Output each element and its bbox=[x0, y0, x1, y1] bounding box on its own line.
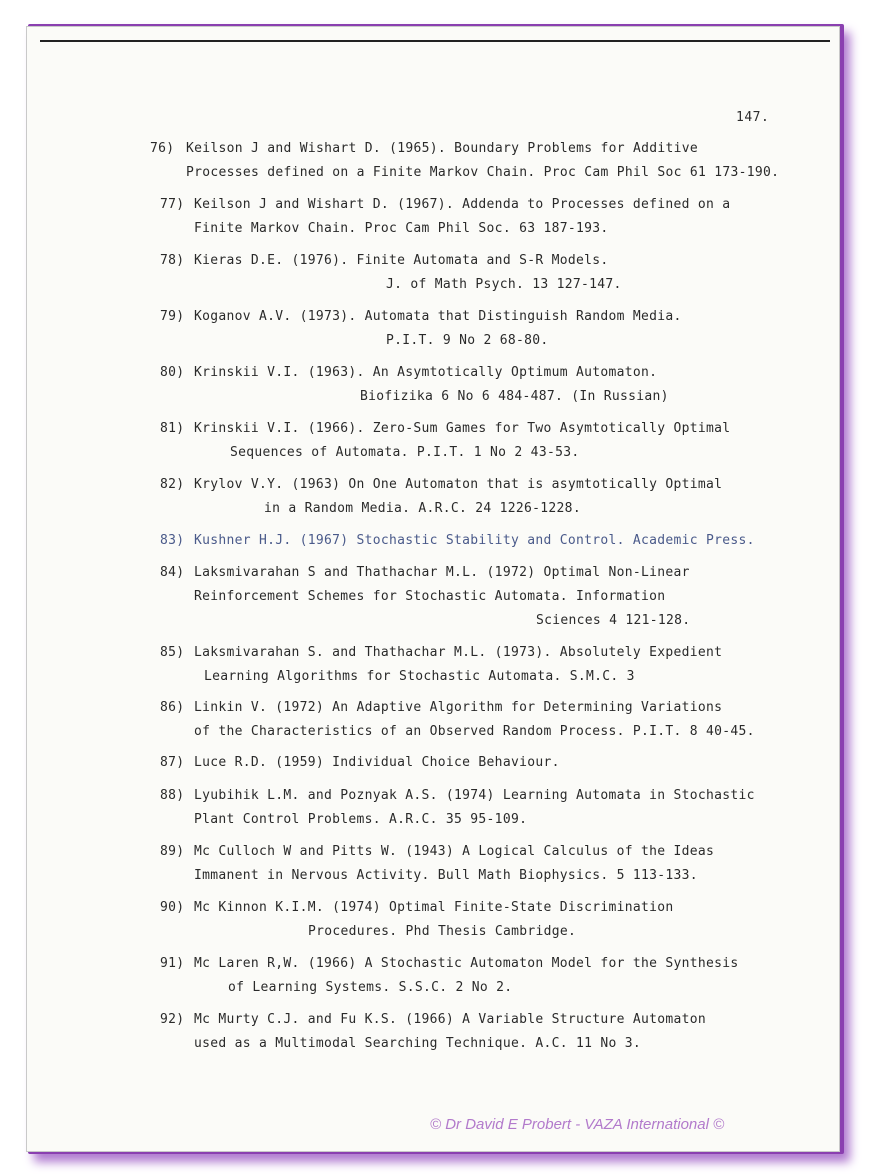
reference-number: 86) bbox=[160, 700, 185, 715]
reference-number: 78) bbox=[160, 253, 185, 268]
reference-number: 79) bbox=[160, 309, 185, 324]
reference-line: of the Characteristics of an Observed Random Process. P.I.T. 8 40-45. bbox=[194, 724, 755, 739]
reference-line: Laksmivarahan S. and Thathachar M.L. (1973). Absolutely Expedient bbox=[194, 645, 723, 660]
reference-line: Mc Culloch W and Pitts W. (1943) A Logical Calculus of the Ideas bbox=[194, 844, 715, 859]
copyright-watermark: © Dr David E Probert - VAZA International © bbox=[430, 1116, 725, 1133]
reference-line: Keilson J and Wishart D. (1967). Addenda to Processes defined on a bbox=[194, 197, 731, 212]
reference-number: 89) bbox=[160, 844, 185, 859]
reference-number: 88) bbox=[160, 788, 185, 803]
reference-number: 82) bbox=[160, 477, 185, 492]
reference-line: Mc Kinnon K.I.M. (1974) Optimal Finite-State Discrimination bbox=[194, 900, 674, 915]
reference-line: used as a Multimodal Searching Technique. A.C. 11 No 3. bbox=[194, 1036, 641, 1051]
reference-line: Reinforcement Schemes for Stochastic Automata. Information bbox=[194, 589, 666, 604]
reference-line: Learning Algorithms for Stochastic Automata. S.M.C. 3 bbox=[204, 669, 635, 684]
reference-line: Krinskii V.I. (1966). Zero-Sum Games for Two Asymtotically Optimal bbox=[194, 421, 731, 436]
reference-line: Immanent in Nervous Activity. Bull Math Biophysics. 5 113-133. bbox=[194, 868, 698, 883]
reference-line: Kieras D.E. (1976). Finite Automata and S-R Models. bbox=[194, 253, 609, 268]
reference-number: 83) bbox=[160, 533, 185, 548]
reference-line: Linkin V. (1972) An Adaptive Algorithm for Determining Variations bbox=[194, 700, 723, 715]
reference-number: 77) bbox=[160, 197, 185, 212]
reference-line: Lyubihik L.M. and Poznyak A.S. (1974) Learning Automata in Stochastic bbox=[194, 788, 755, 803]
reference-line: Biofizika 6 No 6 484-487. (In Russian) bbox=[360, 389, 669, 404]
reference-number: 85) bbox=[160, 645, 185, 660]
reference-line: Krinskii V.I. (1963). An Asymtotically Optimum Automaton. bbox=[194, 365, 658, 380]
reference-line: Mc Murty C.J. and Fu K.S. (1966) A Variable Structure Automaton bbox=[194, 1012, 706, 1027]
reference-number: 87) bbox=[160, 755, 185, 770]
reference-line: Mc Laren R,W. (1966) A Stochastic Automaton Model for the Synthesis bbox=[194, 956, 739, 971]
reference-number: 90) bbox=[160, 900, 185, 915]
reference-line: Krylov V.Y. (1963) On One Automaton that is asymtotically Optimal bbox=[194, 477, 723, 492]
reference-line: P.I.T. 9 No 2 68-80. bbox=[386, 333, 549, 348]
reference-line: Luce R.D. (1959) Individual Choice Behaviour. bbox=[194, 755, 560, 770]
reference-line: Keilson J and Wishart D. (1965). Boundary Problems for Additive bbox=[186, 141, 698, 156]
reference-line: Laksmivarahan S and Thathachar M.L. (1972) Optimal Non-Linear bbox=[194, 565, 690, 580]
reference-number: 80) bbox=[160, 365, 185, 380]
reference-line: Processes defined on a Finite Markov Chain. Proc Cam Phil Soc 61 173-190. bbox=[186, 165, 780, 180]
reference-line: in a Random Media. A.R.C. 24 1226-1228. bbox=[264, 501, 581, 516]
reference-line: Plant Control Problems. A.R.C. 35 95-109. bbox=[194, 812, 528, 827]
reference-line: Kushner H.J. (1967) Stochastic Stability and Control. Academic Press. bbox=[194, 533, 755, 548]
reference-line: Koganov A.V. (1973). Automata that Distinguish Random Media. bbox=[194, 309, 682, 324]
reference-line: J. of Math Psych. 13 127-147. bbox=[386, 277, 622, 292]
reference-number: 91) bbox=[160, 956, 185, 971]
reference-number: 81) bbox=[160, 421, 185, 436]
reference-line: of Learning Systems. S.S.C. 2 No 2. bbox=[228, 980, 513, 995]
reference-number: 76) bbox=[150, 141, 175, 156]
reference-number: 92) bbox=[160, 1012, 185, 1027]
page-number: 147. bbox=[736, 110, 770, 125]
reference-line: Sciences 4 121-128. bbox=[536, 613, 691, 628]
reference-line: Procedures. Phd Thesis Cambridge. bbox=[308, 924, 577, 939]
reference-line: Finite Markov Chain. Proc Cam Phil Soc. 63 187-193. bbox=[194, 221, 609, 236]
reference-number: 84) bbox=[160, 565, 185, 580]
reference-line: Sequences of Automata. P.I.T. 1 No 2 43-53. bbox=[230, 445, 580, 460]
